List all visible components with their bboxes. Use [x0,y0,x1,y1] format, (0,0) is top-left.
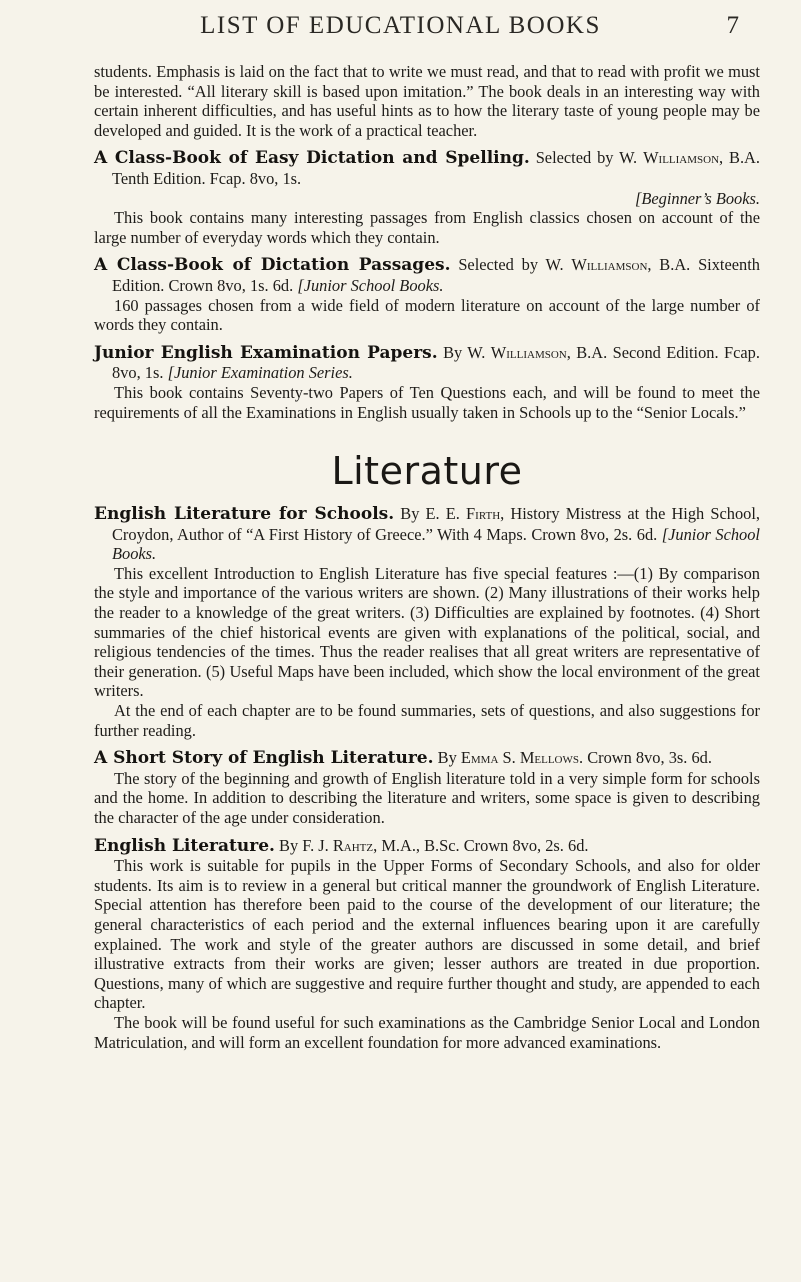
author-name: Williamson [490,342,567,362]
book-description: This book contains Seventy-two Papers of Ten Questions each, and will be found to meet the requirements of all the Examinations in English usually taken in Schools up to the “Senior Locals.” [94,382,760,422]
book-entry-dictation-passages [94,255,760,334]
intro-paragraph: students. Emphasis is laid on the fact that to write we must read, and that to read with profit we must be interested. “All literary skill is based upon imitation.” The book deals in an interesting way with certain inherent difficulties, and has useful hints as to how the literary taste of young people may be developed and guided. It is the work of a practical teacher. [94,62,760,140]
author-name: Williamson [571,255,648,275]
publication-details: , M.A., B.Sc. Crown 8vo, 2s. 6d. [373,835,589,855]
book-entry-junior-exam-papers [94,343,760,422]
book-description: The book will be found useful for such examinations as the Cambridge Senior Local and London Matriculation, and will form an excellent foundation for more advanced examinations. [94,1012,760,1052]
running-head: LIST OF EDUCATIONAL BOOKS [200,12,601,39]
byline-prefix: Selected by W. [535,148,638,168]
book-entry-short-story-english-literature [94,748,760,827]
byline-prefix: By E. E. [400,504,460,524]
book-title: A Short Story of English Literature. [94,748,434,769]
entry-heading [94,343,760,383]
book-description: 160 passages chosen from a wide field of modern literature on account of the large number of words they contain. [94,295,760,335]
author-name: Emma S. Mellows [460,748,579,768]
publication-details: , B.A. Second Edition. Fcap. 8vo, 1s. [112,342,760,383]
byline-prefix: By W. [443,342,486,362]
book-description: At the end of each chapter are to be found summaries, sets of questions, and also suggestions for further reading. [94,701,760,740]
book-title: A Class-Book of Easy Dictation and Spelling. [94,148,530,169]
series-name: [Junior Examination Series. [167,363,353,383]
series-line [94,189,760,209]
entry-heading [94,836,760,857]
series-name: [Junior School Books. [297,275,444,295]
entry-heading [94,255,760,295]
book-title: English Literature. [94,835,275,856]
byline-prefix: Selected by W. [458,255,564,275]
entry-heading [94,148,760,188]
publication-details: , B.A. Tenth Edition. Fcap. 8vo, 1s. [112,148,760,188]
publication-details: , History Mistress at the High School, Croydon, Author of “A First History of Greece.” With 4 Maps. Crown 8vo, 2s. 6d. [112,504,761,544]
publication-details: , B.A. Sixteenth Edition. Crown 8vo, 1s. 6d. [112,255,760,295]
series-name: [Beginner’s Books. [634,188,760,208]
book-description: The story of the beginning and growth of English literature told in a very simple form for schools and the home. In addition to describing the literature and writers, some space is given to describing the character of the age under consideration. [94,768,760,827]
book-title: A Class-Book of Dictation Passages. [94,255,451,276]
series-name: [Junior School Books. [112,524,760,564]
author-name: Williamson [643,148,720,168]
author-name: Firth [466,504,501,524]
page-number: 7 [726,12,739,39]
book-entry-english-literature-for-schools [94,504,760,740]
section-heading-literature: Literature [331,449,523,494]
book-description: This book contains many interesting passages from English classics chosen on account of the large number of everyday words which they contain. [94,208,760,247]
book-description: This work is suitable for pupils in the Upper Forms of Secondary Schools, and also for older students. Its aim is to review in a general but critical manner the groundwork of English Literature. Special attention has therefore been paid to the course of the development of our literature; the general characteristics of each period and the external influences bearing upon it are carefully explained. The work and style of the greater authors are discussed in some detail, and brief illustrative extracts from their works are given; lesser authors are treated in due proportion. Questions, many of which are suggestive and require further thought and study, are appended to each chapter. [94,856,760,1013]
byline-prefix: By [437,748,457,768]
book-entry-english-literature-rahtz [94,836,760,1053]
publication-details: . Crown 8vo, 3s. 6d. [579,748,712,768]
book-title: Junior English Examination Papers. [94,342,438,363]
author-name: Rahtz [332,835,374,855]
book-title: English Literature for Schools. [94,504,395,525]
entry-heading [94,748,760,769]
book-description: This excellent Introduction to English Literature has five special features :—(1) By comparison the style and importance of the various writers are shown. (2) Many illustrations of their works help the reader to a knowledge of the great writers. (3) Difficulties are explained by footnotes. (4) Short summaries of the chief historical events are given with explanations of the political, social, and religious tendencies of the times. Thus the reader realises that all great writers are representative of their generation. (5) Useful Maps have been included, which show the local environment of the great writers. [94,563,760,701]
page-content [94,62,760,1052]
byline-prefix: By F. J. [279,835,329,855]
entry-heading [94,504,760,564]
book-entry-easy-dictation [94,148,760,247]
